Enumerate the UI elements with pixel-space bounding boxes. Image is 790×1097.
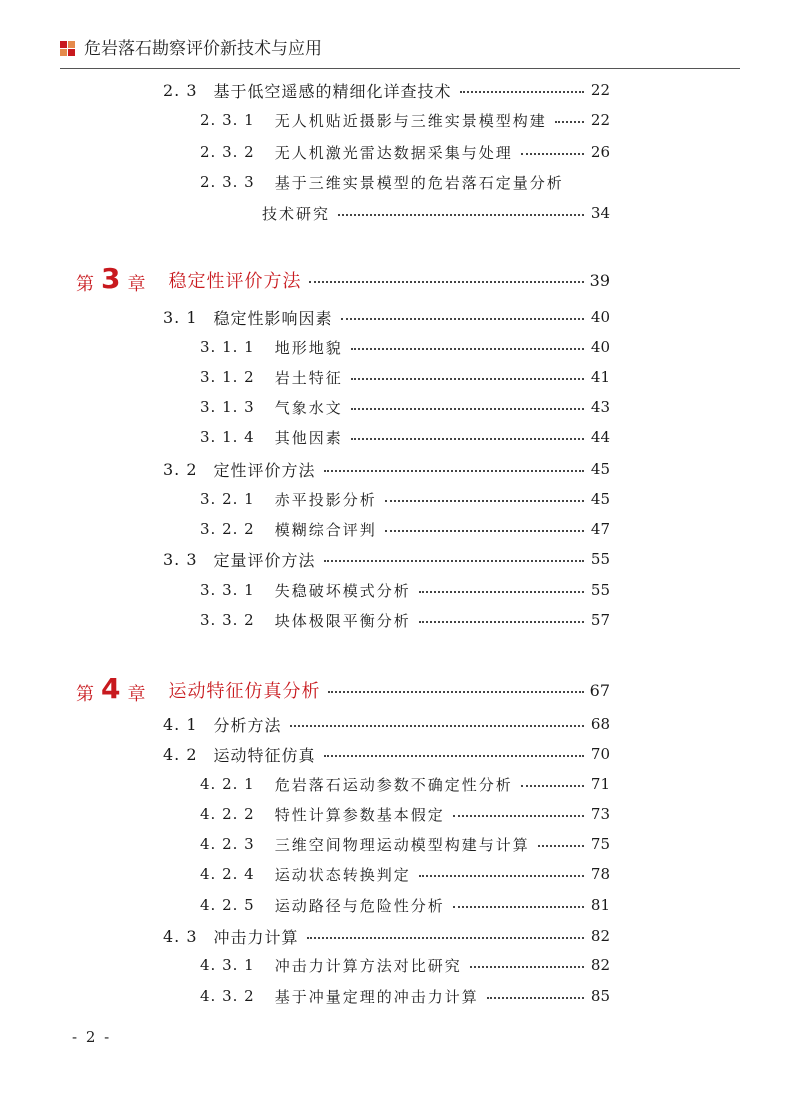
toc-subsection-entry	[200, 951, 610, 979]
toc-dot-leader	[385, 500, 584, 502]
toc-section-entry	[163, 455, 610, 483]
toc-entry-title: 赤平投影分析	[274, 490, 377, 509]
toc-dot-leader	[338, 214, 584, 216]
toc-entry-title: 三维空间物理运动模型构建与计算	[274, 835, 530, 854]
toc-entry-number: 4. 2. 1	[200, 775, 255, 793]
toc-subsection-entry	[200, 485, 610, 513]
toc-section-entry	[163, 710, 610, 738]
toc-dot-leader	[385, 530, 584, 532]
chapter-digit: 3	[101, 261, 122, 295]
toc-dot-leader	[351, 348, 584, 350]
toc-subsection-entry	[200, 363, 610, 391]
chapter-prefix: 第	[76, 683, 95, 705]
toc-dot-leader	[470, 966, 584, 968]
toc-page-number: 47	[590, 520, 610, 538]
toc-dot-leader	[307, 937, 584, 939]
toc-page-number: 22	[590, 111, 610, 129]
toc-entry-title: 稳定性评价方法	[168, 271, 302, 292]
toc-subsection-entry	[200, 606, 610, 634]
toc-entry-number: 3. 1. 3	[200, 398, 255, 416]
toc-entry-number: 2. 3. 3	[200, 173, 255, 191]
toc-entry-number: 3. 2. 2	[200, 520, 255, 538]
toc-page-number: 26	[590, 143, 610, 161]
toc-subsection-entry	[200, 423, 610, 451]
toc-entry-number: 3. 3	[163, 549, 198, 569]
toc-dot-leader	[419, 621, 584, 623]
header-divider	[60, 68, 740, 69]
toc-entry-number: 2. 3	[163, 80, 198, 100]
toc-entry-number: 3. 1. 4	[200, 428, 255, 446]
book-title: 危岩落石勘察评价新技术与应用	[84, 39, 322, 59]
toc-entry-title: 模糊综合评判	[274, 520, 377, 539]
toc-subsection-entry	[200, 830, 610, 858]
toc-subsection-entry	[200, 138, 610, 166]
toc-entry-number: 4. 3	[163, 926, 198, 946]
toc-entry-title: 运动路径与危险性分析	[274, 896, 445, 915]
toc-entry-number: 3. 1. 2	[200, 368, 255, 386]
toc-entry-title: 技术研究	[262, 204, 331, 223]
toc-page-number: 78	[590, 865, 610, 883]
toc-chapter-entry	[76, 261, 610, 295]
toc-page-number: 82	[590, 956, 610, 974]
toc-page-number: 39	[589, 270, 610, 290]
toc-subsection-entry	[200, 770, 610, 798]
toc-dot-leader	[324, 755, 584, 757]
toc-entry-number: 4. 2	[163, 744, 198, 764]
toc-page-number: 82	[590, 927, 610, 945]
toc-page-number: 41	[590, 368, 610, 386]
toc-page-number: 55	[590, 550, 610, 568]
toc-entry-number: 4. 3. 2	[200, 987, 255, 1005]
toc-page-number: 71	[590, 775, 610, 793]
toc-page-number: 40	[590, 308, 610, 326]
toc-chapter-number	[76, 261, 147, 297]
toc-dot-leader	[328, 691, 583, 693]
chapter-digit: 4	[101, 671, 122, 705]
toc-section-entry	[163, 740, 610, 768]
toc-entry-number: 4. 1	[163, 714, 198, 734]
chapter-suffix: 章	[127, 683, 147, 705]
toc-entry-title: 冲击力计算	[213, 927, 299, 947]
chapter-suffix: 章	[127, 273, 147, 295]
toc-entry-number: 4. 2. 3	[200, 835, 255, 853]
toc-dot-leader	[351, 378, 584, 380]
toc-entry-title: 基于冲量定理的冲击力计算	[274, 987, 479, 1006]
toc-page-number: 45	[590, 490, 610, 508]
toc-dot-leader	[521, 153, 584, 155]
toc-section-entry	[163, 545, 610, 573]
toc-page-number: 73	[590, 805, 610, 823]
toc-page-number: 57	[590, 611, 610, 629]
toc-subsection-entry	[200, 891, 610, 919]
toc-dot-leader	[351, 408, 584, 410]
toc-subsection-entry	[200, 800, 610, 828]
toc-entry-title: 分析方法	[213, 715, 282, 735]
toc-subsection-entry	[262, 199, 610, 227]
toc-entry-title: 基于三维实景模型的危岩落石定量分析	[274, 173, 564, 192]
toc-entry-number: 3. 1	[163, 307, 198, 327]
toc-dot-leader	[309, 281, 583, 283]
toc-entry-number: 4. 2. 5	[200, 896, 255, 914]
toc-section-entry	[163, 922, 610, 950]
toc-subsection-entry	[200, 168, 610, 196]
page-number: - 2 -	[72, 1028, 112, 1046]
toc-dot-leader	[453, 815, 584, 817]
toc-page-number: 55	[590, 581, 610, 599]
toc-entry-title: 运动特征仿真分析	[168, 681, 321, 702]
toc-page-number: 34	[590, 204, 610, 222]
toc-dot-leader	[460, 91, 584, 93]
toc-entry-number: 4. 2. 4	[200, 865, 255, 883]
toc-entry-number: 3. 1. 1	[200, 338, 255, 356]
toc-page-number: 43	[590, 398, 610, 416]
toc-entry-title: 定量评价方法	[213, 550, 316, 570]
toc-page-number: 44	[590, 428, 610, 446]
toc-page-number: 68	[590, 715, 610, 733]
toc-page-number: 70	[590, 745, 610, 763]
toc-dot-leader	[290, 725, 584, 727]
toc-subsection-entry	[200, 860, 610, 888]
toc-entry-title: 基于低空遥感的精细化详查技术	[213, 81, 452, 101]
toc-dot-leader	[351, 438, 584, 440]
toc-page-number: 81	[590, 896, 610, 914]
toc-dot-leader	[419, 591, 584, 593]
toc-entry-title: 稳定性影响因素	[213, 308, 333, 328]
chapter-prefix: 第	[76, 273, 95, 295]
toc-dot-leader	[341, 318, 584, 320]
toc-entry-number: 3. 2. 1	[200, 490, 255, 508]
toc-entry-number: 4. 2. 2	[200, 805, 255, 823]
toc-dot-leader	[487, 997, 584, 999]
toc-entry-title: 冲击力计算方法对比研究	[274, 956, 462, 975]
toc-dot-leader	[538, 845, 584, 847]
toc-page-number: 40	[590, 338, 610, 356]
toc-entry-number: 4. 3. 1	[200, 956, 255, 974]
toc-dot-leader	[453, 906, 584, 908]
toc-entry-title: 运动特征仿真	[213, 745, 316, 765]
toc-page-number: 45	[590, 460, 610, 478]
toc-dot-leader	[555, 121, 584, 123]
toc-entry-title: 无人机贴近摄影与三维实景模型构建	[274, 111, 547, 130]
toc-subsection-entry	[200, 576, 610, 604]
toc-entry-title: 定性评价方法	[213, 460, 316, 480]
toc-dot-leader	[324, 470, 584, 472]
toc-entry-number: 2. 3. 2	[200, 143, 255, 161]
toc-page-number: 75	[590, 835, 610, 853]
toc-entry-title: 其他因素	[274, 428, 343, 447]
toc-entry-number: 3. 3. 1	[200, 581, 255, 599]
toc-subsection-entry	[200, 982, 610, 1010]
toc-entry-title: 运动状态转换判定	[274, 865, 411, 884]
toc-subsection-entry	[200, 515, 610, 543]
toc-page-number: 85	[590, 987, 610, 1005]
toc-page-number: 22	[590, 81, 610, 99]
toc-chapter-entry	[76, 671, 610, 705]
toc-entry-number: 3. 3. 2	[200, 611, 255, 629]
book-logo-icon	[60, 41, 76, 57]
toc-dot-leader	[419, 875, 584, 877]
toc-entry-title: 块体极限平衡分析	[274, 611, 411, 630]
toc-subsection-entry	[200, 333, 610, 361]
toc-page-number: 67	[589, 680, 610, 700]
toc-subsection-entry	[200, 106, 610, 134]
toc-section-entry	[163, 76, 610, 104]
toc-entry-title: 无人机激光雷达数据采集与处理	[274, 143, 513, 162]
toc-entry-title: 气象水文	[274, 398, 343, 417]
toc-dot-leader	[324, 560, 584, 562]
toc-chapter-number	[76, 671, 147, 707]
toc-entry-number: 3. 2	[163, 459, 198, 479]
toc-entry-title: 失稳破坏模式分析	[274, 581, 411, 600]
running-header	[60, 38, 740, 68]
toc-section-entry	[163, 303, 610, 331]
toc-entry-title: 危岩落石运动参数不确定性分析	[274, 775, 513, 794]
toc-entry-title: 岩土特征	[274, 368, 343, 387]
toc-subsection-entry	[200, 393, 610, 421]
toc-dot-leader	[521, 785, 584, 787]
toc-entry-title: 地形地貌	[274, 338, 343, 357]
toc-entry-title: 特性计算参数基本假定	[274, 805, 445, 824]
toc-entry-number: 2. 3. 1	[200, 111, 255, 129]
